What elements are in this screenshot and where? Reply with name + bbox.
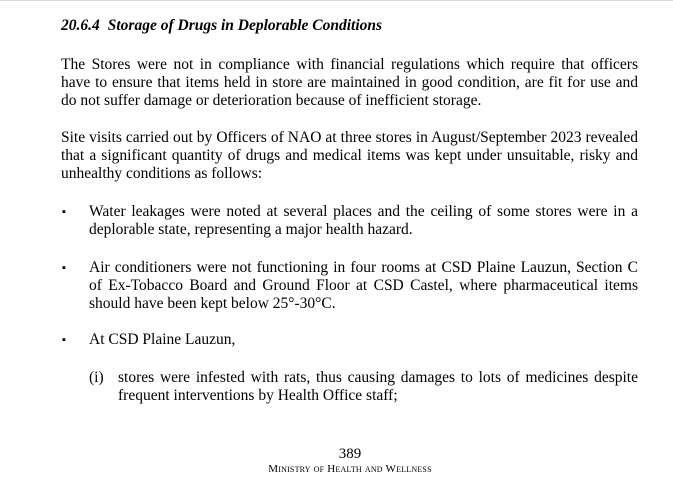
bullet-air-conditioners: Air conditioners were not functioning in four rooms at CSD Plaine Lauzun, Section C of Ex-Tobacco Board and Ground Floor at CSD Castel, where pharmaceutical items should have been kept below 25°-30°C. [89, 259, 638, 312]
bullet-marker: ▪ [62, 262, 66, 274]
footer-ministry: Ministry of Health and Wellness [268, 463, 432, 475]
section-number: 20.6.4 [61, 17, 100, 34]
section-title: Storage of Drugs in Deplorable Conditions [107, 17, 383, 34]
sub-item-marker: (i) [89, 369, 104, 386]
bullet-csd-plaine-lauzun: At CSD Plaine Lauzun, [89, 331, 236, 348]
bullet-marker: ▪ [62, 334, 66, 346]
top-rule [0, 0, 673, 1]
section-heading [61, 17, 382, 35]
paragraph-compliance: The Stores were not in compliance with financial regulations which require that officers have to ensure that items held in store are maintained in good condition, are fit for use and do not suffer damage or deterioration because of inefficient storage. [61, 56, 638, 109]
bullet-water-leakages: Water leakages were noted at several places and the ceiling of some stores were in a deplorable state, representing a major health hazard. [89, 203, 638, 238]
page-number: 389 [338, 446, 362, 462]
paragraph-site-visits: Site visits carried out by Officers of NAO at three stores in August/September 2023 revealed that a significant quantity of drugs and medical items was kept under unsuitable, risky and unhealthy conditions as follows: [61, 129, 638, 182]
bullet-marker: ▪ [62, 206, 66, 218]
sub-item-rats: stores were infested with rats, thus causing damages to lots of medicines despite frequent interventions by Health Office staff; [118, 369, 638, 404]
